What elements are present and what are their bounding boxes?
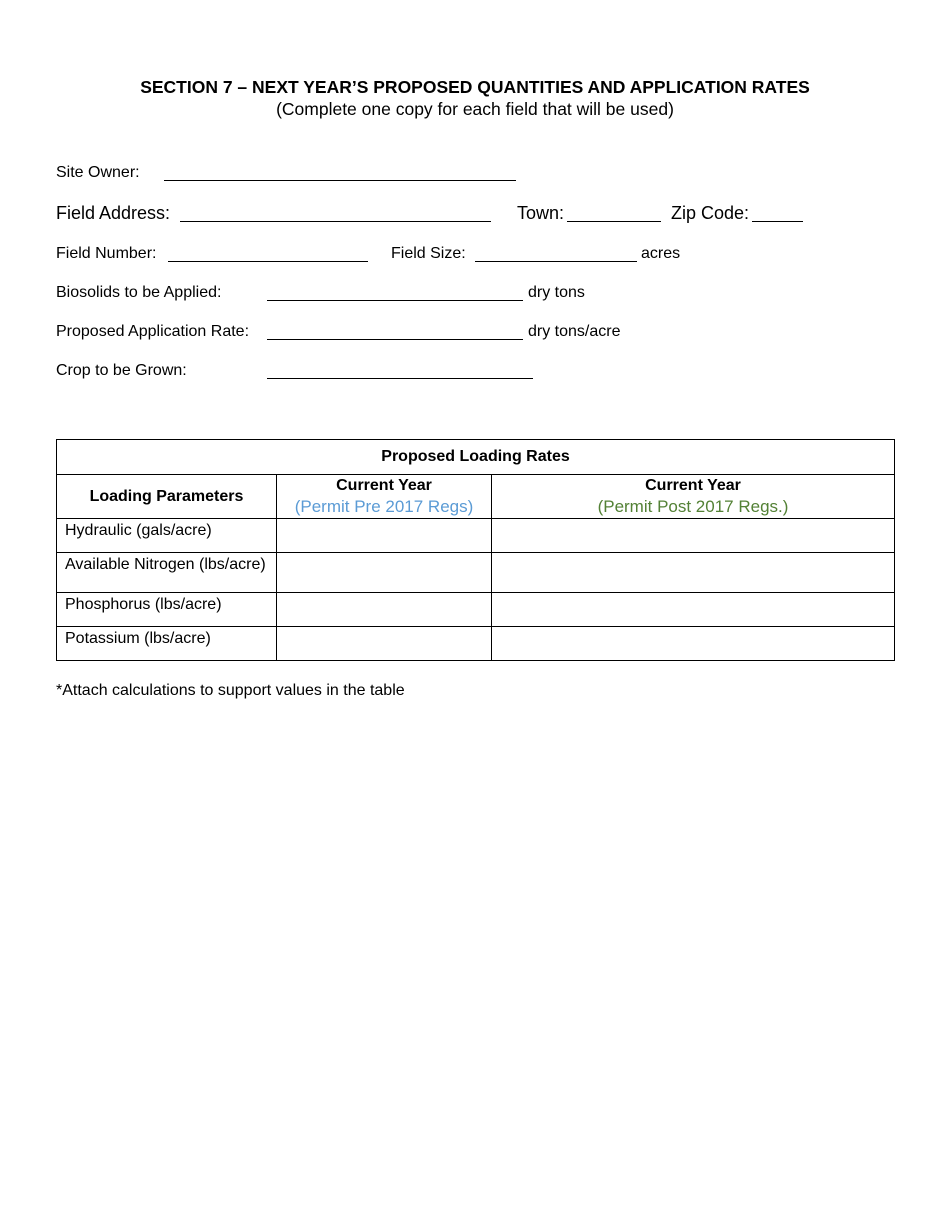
- header-pre-2017-title: Current Year: [336, 477, 432, 494]
- cell-potassium-pre[interactable]: [277, 627, 492, 661]
- town-field[interactable]: [567, 221, 661, 222]
- crop-field[interactable]: [267, 378, 533, 379]
- section-title: SECTION 7 – NEXT YEAR’S PROPOSED QUANTITIES AND APPLICATION RATES: [140, 77, 810, 97]
- header-post-2017-sub: (Permit Post 2017 Regs.): [597, 497, 789, 516]
- field-address-field[interactable]: [180, 221, 491, 222]
- town-label: Town:: [517, 203, 565, 223]
- table-row: [57, 519, 895, 553]
- field-size-label: Field Size:: [391, 245, 466, 262]
- table-row: [57, 553, 895, 593]
- field-address-label: Field Address:: [56, 203, 171, 223]
- row-label-hydraulic: Hydraulic (gals/acre): [57, 519, 277, 553]
- application-rate-label: Proposed Application Rate:: [56, 323, 250, 340]
- field-number-label: Field Number:: [56, 245, 157, 262]
- cell-phosphorus-post[interactable]: [492, 593, 895, 627]
- field-size-unit: acres: [641, 245, 681, 262]
- loading-rates-table: [56, 439, 895, 661]
- cell-nitrogen-post[interactable]: [492, 553, 895, 593]
- crop-label: Crop to be Grown:: [56, 362, 187, 379]
- cell-potassium-post[interactable]: [492, 627, 895, 661]
- header-pre-2017: [277, 475, 492, 519]
- row-label-phosphorus: Phosphorus (lbs/acre): [57, 593, 277, 627]
- biosolids-field[interactable]: [267, 300, 523, 301]
- row-label-potassium: Potassium (lbs/acre): [57, 627, 277, 661]
- cell-hydraulic-post[interactable]: [492, 519, 895, 553]
- header-post-2017-title: Current Year: [645, 477, 741, 494]
- biosolids-unit: dry tons: [528, 284, 585, 301]
- zip-code-field[interactable]: [752, 221, 803, 222]
- row-label-nitrogen: Available Nitrogen (lbs/acre): [57, 553, 277, 593]
- header-post-2017: [492, 475, 895, 519]
- table-caption: Proposed Loading Rates: [57, 440, 895, 475]
- footnote: *Attach calculations to support values in the table: [56, 682, 405, 699]
- site-owner-label: Site Owner:: [56, 164, 140, 181]
- site-owner-field[interactable]: [164, 180, 516, 181]
- cell-nitrogen-pre[interactable]: [277, 553, 492, 593]
- header-loading-parameters: Loading Parameters: [57, 475, 277, 519]
- header-pre-2017-sub: (Permit Pre 2017 Regs): [294, 497, 474, 516]
- section-subtitle: (Complete one copy for each field that will be used): [276, 99, 674, 119]
- table-row: [57, 627, 895, 661]
- biosolids-label: Biosolids to be Applied:: [56, 284, 222, 301]
- field-size-field[interactable]: [475, 261, 637, 262]
- application-rate-field[interactable]: [267, 339, 523, 340]
- table-row: [57, 593, 895, 627]
- cell-hydraulic-pre[interactable]: [277, 519, 492, 553]
- cell-phosphorus-pre[interactable]: [277, 593, 492, 627]
- application-rate-unit: dry tons/acre: [528, 323, 621, 340]
- field-number-field[interactable]: [168, 261, 368, 262]
- zip-code-label: Zip Code:: [671, 203, 750, 223]
